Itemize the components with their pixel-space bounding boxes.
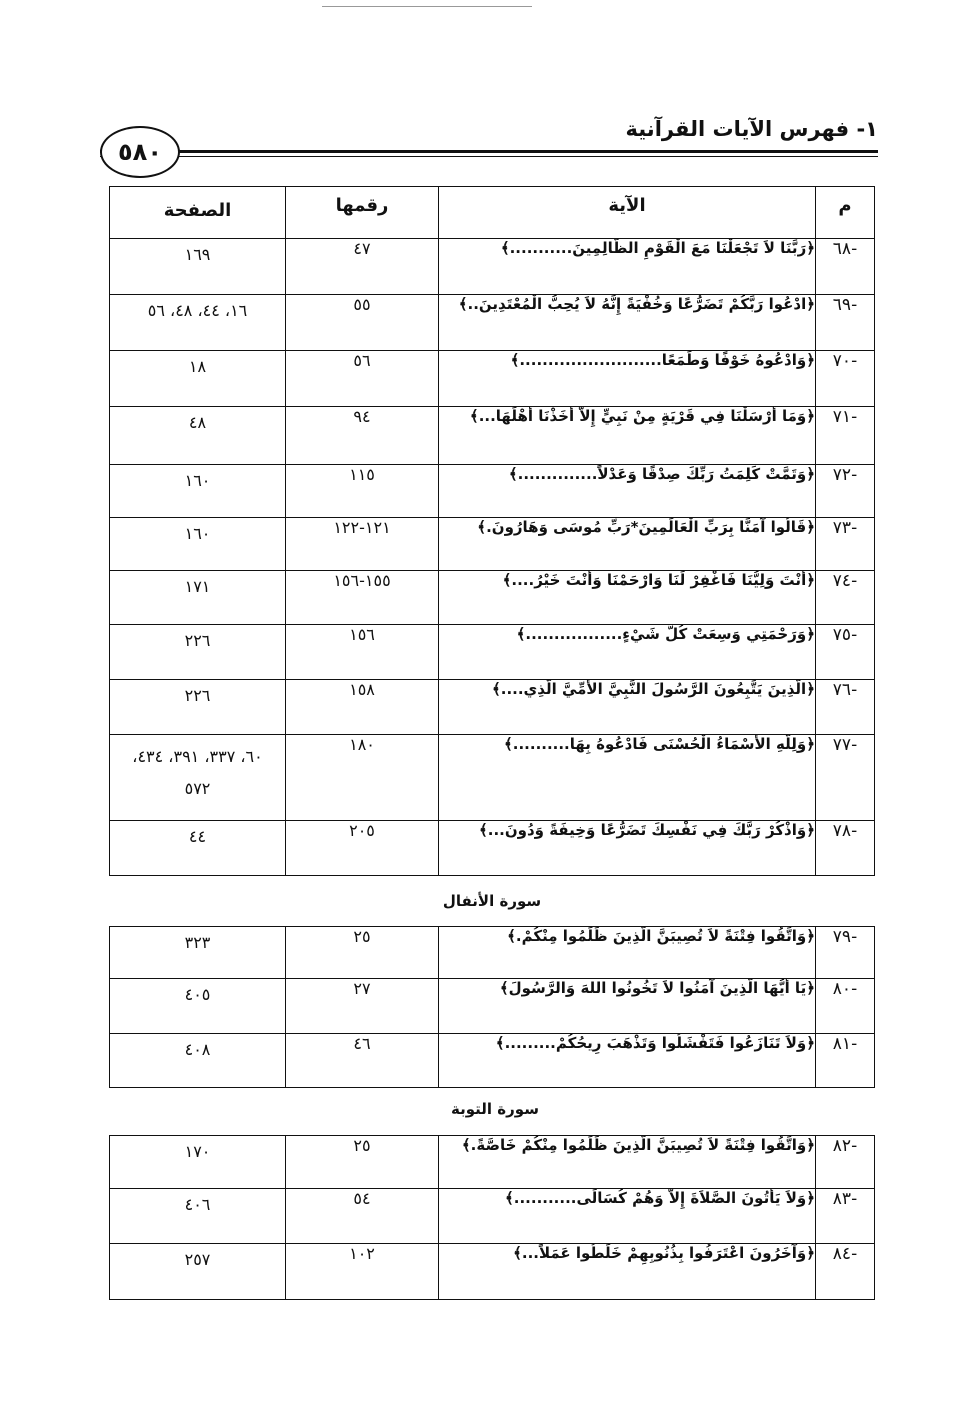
verse-text: ﴿يَا أَيُّهَا الَّذِينَ آمَنُوا لاَ تَخُونُوا اللهَ وَالرَّسُولَ﴾ (439, 979, 816, 1034)
verse-number: ٢٠٥ (286, 821, 439, 876)
verse-text: ﴿وَآخَرُونَ اعْتَرَفُوا بِذُنُوبِهِمْ خَلَطُوا عَمَلاً...﴾ (439, 1244, 816, 1300)
page-refs: ١٦٩ (110, 239, 286, 295)
row-number: -٧١ (816, 407, 875, 465)
verse-number: ١١٥ (286, 465, 439, 518)
row-number: -٧٤ (816, 571, 875, 625)
row-number: -٨٣ (816, 1189, 875, 1244)
verse-number: ١٥٨ (286, 680, 439, 735)
verse-text: ﴿وَاتَّقُوا فِتْنَةً لاَ تُصِيبَنَّ الَّذِينَ ظَلَمُوا مِنْكُمْ.﴾ (439, 927, 816, 979)
verse-number: ٥٤ (286, 1189, 439, 1244)
table-header-row (110, 187, 875, 239)
verse-text: ﴿وَاذْكُرْ رَبَّكَ فِي نَفْسِكَ تَضَرُّعًا وَخِيفَةً وَدُونَ...﴾ (439, 821, 816, 876)
page-refs: ١٨ (110, 351, 286, 407)
verse-text: ﴿رَبَّنَا لاَ تَجْعَلْنَا مَعَ الْقَوْمِ الظَّالِمِينَ...........﴾ (439, 239, 816, 295)
page-refs: ١٦٠ (110, 518, 286, 571)
table-row (110, 407, 875, 465)
verse-number: ١٥٦ (286, 625, 439, 680)
surah-heading-anfal: سورة الأنفال (442, 892, 542, 910)
row-number: -٨٤ (816, 1244, 875, 1300)
row-number: -٨١ (816, 1034, 875, 1088)
verse-text: ﴿وَلاَ تَنَازَعُوا فَتَفْشَلُوا وَتَذْهَبَ رِيحُكُمْ.........﴾ (439, 1034, 816, 1088)
page-refs: ٢٥٧ (110, 1244, 286, 1300)
page-refs: ٣٢٣ (110, 927, 286, 979)
table-row (110, 351, 875, 407)
verse-number: ٢٥ (286, 1136, 439, 1189)
col-header-verse: الآية (439, 187, 816, 239)
index-title: ١- فهرس الآيات القرآنية (625, 117, 878, 141)
table-row (110, 518, 875, 571)
verse-number: ١٢١-١٢٢ (286, 518, 439, 571)
verse-text: ﴿ادْعُوا رَبَّكُمْ تَضَرُّعًا وَخُفْيَةً إِنَّهُ لاَ يُحِبُّ الْمُعْتَدِينَ..﴾ (439, 295, 816, 351)
verse-number: ٥٦ (286, 351, 439, 407)
page-refs: ٤٨ (110, 407, 286, 465)
table-row (110, 1136, 875, 1189)
page-refs: ٦٠، ٣٣٧، ٣٩١، ٤٣٤، ٥٧٢ (110, 735, 286, 821)
table-row (110, 1189, 875, 1244)
table-row (110, 821, 875, 876)
verse-text: ﴿وَلِلَّهِ الأَسْمَاءُ الْحُسْنَى فَادْعُوهُ بِهَا..........﴾ (439, 735, 816, 821)
page-header (100, 112, 878, 184)
table-row (110, 625, 875, 680)
page-number: ٥٨٠ (100, 126, 180, 178)
row-number: -٨٠ (816, 979, 875, 1034)
page-refs: ٤٤ (110, 821, 286, 876)
table-row (110, 239, 875, 295)
row-number: -٧٥ (816, 625, 875, 680)
surah-heading-tawba: سورة التوبة (451, 1100, 539, 1118)
verse-number: ٥٥ (286, 295, 439, 351)
verse-number: ١٨٠ (286, 735, 439, 821)
verse-text: ﴿وَاتَّقُوا فِتْنَةً لاَ تُصِيبَنَّ الَّذِينَ ظَلَمُوا مِنْكُمْ خَاصَّةً.﴾ (439, 1136, 816, 1189)
verse-number: ٢٧ (286, 979, 439, 1034)
verse-number: ٤٧ (286, 239, 439, 295)
verse-number: ٩٤ (286, 407, 439, 465)
header-rule-thick (100, 150, 878, 153)
verse-number: ٤٦ (286, 1034, 439, 1088)
verse-number: ١٠٢ (286, 1244, 439, 1300)
page-refs: ١٦٠ (110, 465, 286, 518)
table-row (110, 735, 875, 821)
verse-number: ٢٥ (286, 927, 439, 979)
table-row (110, 927, 875, 979)
header-rule-thin (100, 156, 878, 157)
verse-text: ﴿وَلاَ يَأْتُونَ الصَّلاَةَ إِلاَّ وَهُمْ كُسَالَى...........﴾ (439, 1189, 816, 1244)
table-row (110, 1034, 875, 1088)
row-number: -٧٣ (816, 518, 875, 571)
verse-text: ﴿قَالُوا آمَنَّا بِرَبِّ الْعَالَمِينَ*رَبِّ مُوسَى وَهَارُونَ.﴾ (439, 518, 816, 571)
verse-number: ١٥٥-١٥٦ (286, 571, 439, 625)
page-refs: ١٧٠ (110, 1136, 286, 1189)
row-number: -٨٢ (816, 1136, 875, 1189)
verse-text: ﴿وَتَمَّتْ كَلِمَتُ رَبِّكَ صِدْقًا وَعَدْلاً..............﴾ (439, 465, 816, 518)
row-number: -٧٧ (816, 735, 875, 821)
col-header-verse-number: رقمها (286, 187, 439, 239)
row-number: -٧٢ (816, 465, 875, 518)
verses-table-1 (109, 186, 875, 876)
verses-table-2 (109, 926, 875, 1088)
verse-text: ﴿وَمَا أَرْسَلْنَا فِي قَرْيَةٍ مِنْ نَبِيٍّ إِلاَّ أَخَذْنَا أَهْلَهَا...﴾ (439, 407, 816, 465)
page-refs: ٤٠٦ (110, 1189, 286, 1244)
page-refs: ٤٠٥ (110, 979, 286, 1034)
page-refs: ١٦، ٤٤، ٤٨، ٥٦ (110, 295, 286, 351)
row-number: -٧٠ (816, 351, 875, 407)
table-row (110, 571, 875, 625)
col-header-page: الصفحة (110, 187, 286, 239)
table-row (110, 465, 875, 518)
table-row (110, 979, 875, 1034)
row-number: -٦٩ (816, 295, 875, 351)
table-row (110, 1244, 875, 1300)
verses-table-3 (109, 1135, 875, 1300)
page-refs: ٢٢٦ (110, 680, 286, 735)
verse-text: ﴿وَرَحْمَتِي وَسِعَتْ كُلَّ شَيْءٍ.................﴾ (439, 625, 816, 680)
row-number: -٧٩ (816, 927, 875, 979)
verse-text: ﴿الَّذِينَ يَتَّبِعُونَ الرَّسُولَ النَّبِيَّ الأُمِّيَّ الَّذِي....﴾ (439, 680, 816, 735)
page-refs: ١٧١ (110, 571, 286, 625)
row-number: -٧٦ (816, 680, 875, 735)
col-header-num: م (816, 187, 875, 239)
row-number: -٧٨ (816, 821, 875, 876)
verse-text: ﴿أَنْتَ وَلِيُّنَا فَاغْفِرْ لَنَا وَارْحَمْنَا وَأَنْتَ خَيْرُ....﴾ (439, 571, 816, 625)
page-refs: ٤٠٨ (110, 1034, 286, 1088)
top-rule (322, 6, 532, 7)
page-refs: ٢٢٦ (110, 625, 286, 680)
row-number: -٦٨ (816, 239, 875, 295)
table-row (110, 680, 875, 735)
table-row (110, 295, 875, 351)
verse-text: ﴿وَادْعُوهُ خَوْفًا وَطَمَعًا.........................﴾ (439, 351, 816, 407)
